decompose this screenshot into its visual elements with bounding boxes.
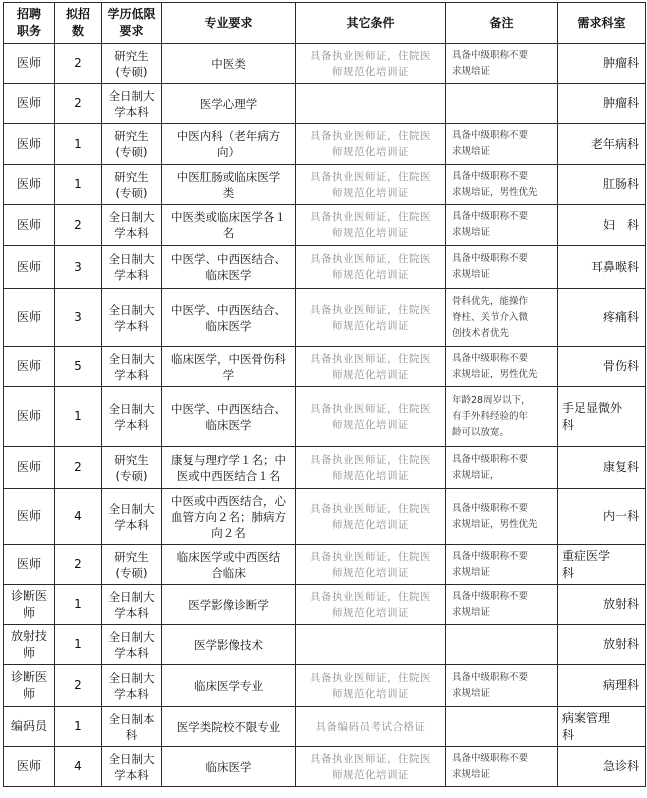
remarks-cell: 具备中级职称不要 求规培证 — [446, 205, 558, 246]
header-quota: 拟招 数 — [55, 3, 102, 44]
department-cell: 放射科 — [558, 585, 646, 625]
table-row — [4, 747, 646, 787]
conditions-cell — [296, 625, 446, 665]
remarks-cell: 骨科优先，能操作 脊柱、关节介入微 创技术者优先 — [446, 289, 558, 347]
education-cell: 研究生 (专硕) — [102, 124, 162, 165]
department-cell: 骨伤科 — [558, 347, 646, 387]
position-cell: 诊断医 师 — [4, 585, 55, 625]
department-cell: 肛肠科 — [558, 165, 646, 205]
header-other-conditions: 其它条件 — [296, 3, 446, 44]
department-cell: 康复科 — [558, 447, 646, 489]
education-cell: 研究生 (专硕) — [102, 447, 162, 489]
quota-cell: 1 — [55, 707, 102, 747]
quota-cell: 3 — [55, 289, 102, 347]
remarks-cell — [446, 707, 558, 747]
table-row — [4, 124, 646, 165]
quota-cell: 1 — [55, 387, 102, 447]
department-cell: 急诊科 — [558, 747, 646, 787]
quota-cell: 1 — [55, 124, 102, 165]
conditions-cell: 具备执业医师证，住院医 师规范化培训证 — [296, 387, 446, 447]
major-cell: 中医肛肠或临床医学 类 — [162, 165, 296, 205]
position-cell: 医师 — [4, 246, 55, 289]
department-cell: 肿瘤科 — [558, 84, 646, 124]
education-cell: 全日制大 学本科 — [102, 246, 162, 289]
position-cell: 医师 — [4, 387, 55, 447]
remarks-cell: 具备中级职称不要 求规培证，男性优先 — [446, 347, 558, 387]
header-row — [4, 3, 646, 44]
department-cell: 疼痛科 — [558, 289, 646, 347]
major-cell: 医学影像技术 — [162, 625, 296, 665]
quota-cell: 3 — [55, 246, 102, 289]
table-row — [4, 347, 646, 387]
education-cell: 全日制大 学本科 — [102, 747, 162, 787]
position-cell: 诊断医 师 — [4, 665, 55, 707]
table-row — [4, 205, 646, 246]
education-cell: 全日制大 学本科 — [102, 585, 162, 625]
table-row — [4, 707, 646, 747]
quota-cell: 2 — [55, 44, 102, 84]
conditions-cell: 具备执业医师证，住院医 师规范化培训证 — [296, 124, 446, 165]
education-cell: 研究生 (专硕) — [102, 165, 162, 205]
position-cell: 医师 — [4, 545, 55, 585]
education-cell: 全日制大 学本科 — [102, 489, 162, 545]
table-row — [4, 545, 646, 585]
table-row — [4, 289, 646, 347]
remarks-cell: 年龄28周岁以下， 有手外科经验的年 龄可以放宽。 — [446, 387, 558, 447]
conditions-cell: 具备执业医师证，住院医 师规范化培训证 — [296, 585, 446, 625]
quota-cell: 1 — [55, 165, 102, 205]
conditions-cell: 具备执业医师证，住院医 师规范化培训证 — [296, 747, 446, 787]
quota-cell: 1 — [55, 585, 102, 625]
conditions-cell: 具备执业医师证，住院医 师规范化培训证 — [296, 347, 446, 387]
table-row — [4, 387, 646, 447]
quota-cell: 5 — [55, 347, 102, 387]
department-cell: 妇 科 — [558, 205, 646, 246]
header-position: 招聘 职务 — [4, 3, 55, 44]
quota-cell: 2 — [55, 447, 102, 489]
conditions-cell: 具备执业医师证，住院医 师规范化培训证 — [296, 246, 446, 289]
remarks-cell — [446, 84, 558, 124]
position-cell: 医师 — [4, 447, 55, 489]
education-cell: 全日制大 学本科 — [102, 665, 162, 707]
position-cell: 医师 — [4, 289, 55, 347]
conditions-cell: 具备执业医师证，住院医 师规范化培训证 — [296, 665, 446, 707]
major-cell: 临床医学专业 — [162, 665, 296, 707]
department-cell: 手足显微外 科 — [558, 387, 646, 447]
major-cell: 医学心理学 — [162, 84, 296, 124]
education-cell: 全日制大 学本科 — [102, 347, 162, 387]
major-cell: 中医类 — [162, 44, 296, 84]
conditions-cell: 具备执业医师证，住院医 师规范化培训证 — [296, 44, 446, 84]
department-cell: 病案管理 科 — [558, 707, 646, 747]
table-row — [4, 489, 646, 545]
department-cell: 肿瘤科 — [558, 44, 646, 84]
header-remarks: 备注 — [446, 3, 558, 44]
remarks-cell — [446, 625, 558, 665]
table-row — [4, 665, 646, 707]
major-cell: 医学类院校不限专业 — [162, 707, 296, 747]
conditions-cell: 具备执业医师证，住院医 师规范化培训证 — [296, 165, 446, 205]
education-cell: 全日制大 学本科 — [102, 387, 162, 447]
remarks-cell: 具备中级职称不要 求规培证 — [446, 545, 558, 585]
department-cell: 重症医学 科 — [558, 545, 646, 585]
table-row — [4, 44, 646, 84]
department-cell: 内一科 — [558, 489, 646, 545]
quota-cell: 4 — [55, 747, 102, 787]
table-row — [4, 246, 646, 289]
conditions-cell: 具备执业医师证，住院医 师规范化培训证 — [296, 447, 446, 489]
remarks-cell: 具备中级职称不要 求规培证，男性优先 — [446, 489, 558, 545]
position-cell: 放射技 师 — [4, 625, 55, 665]
department-cell: 耳鼻喉科 — [558, 246, 646, 289]
quota-cell: 1 — [55, 625, 102, 665]
remarks-cell: 具备中级职称不要 求规培证，男性优先 — [446, 165, 558, 205]
conditions-cell: 具备执业医师证，住院医 师规范化培训证 — [296, 489, 446, 545]
position-cell: 医师 — [4, 489, 55, 545]
quota-cell: 4 — [55, 489, 102, 545]
major-cell: 中医学、中西医结合、 临床医学 — [162, 387, 296, 447]
position-cell: 医师 — [4, 124, 55, 165]
remarks-cell: 具备中级职称不要 求规培证 — [446, 585, 558, 625]
position-cell: 医师 — [4, 347, 55, 387]
table-row — [4, 625, 646, 665]
remarks-cell: 具备中级职称不要 求规培证 — [446, 44, 558, 84]
header-education: 学历低限 要求 — [102, 3, 162, 44]
recruitment-table-sheet — [3, 2, 645, 787]
conditions-cell — [296, 84, 446, 124]
major-cell: 中医学、中西医结合、 临床医学 — [162, 289, 296, 347]
remarks-cell: 具备中级职称不要 求规培证 — [446, 246, 558, 289]
header-major: 专业要求 — [162, 3, 296, 44]
position-cell: 医师 — [4, 747, 55, 787]
table-row — [4, 585, 646, 625]
table-row — [4, 165, 646, 205]
major-cell: 中医或中西医结合，心 血管方向２名；肺病方 向２名 — [162, 489, 296, 545]
quota-cell: 2 — [55, 545, 102, 585]
recruitment-table — [3, 2, 646, 787]
position-cell: 医师 — [4, 44, 55, 84]
education-cell: 全日制大 学本科 — [102, 625, 162, 665]
table-body — [4, 44, 646, 787]
education-cell: 研究生 (专硕) — [102, 44, 162, 84]
major-cell: 康复与理疗学１名；中 医或中西医结合１名 — [162, 447, 296, 489]
position-cell: 医师 — [4, 84, 55, 124]
position-cell: 编码员 — [4, 707, 55, 747]
major-cell: 中医类或临床医学各１ 名 — [162, 205, 296, 246]
conditions-cell: 具备编码员考试合格证 — [296, 707, 446, 747]
education-cell: 全日制大 学本科 — [102, 205, 162, 246]
position-cell: 医师 — [4, 205, 55, 246]
education-cell: 全日制大 学本科 — [102, 289, 162, 347]
remarks-cell: 具备中级职称不要 求规培证 — [446, 124, 558, 165]
remarks-cell: 具备中级职称不要 求规培证， — [446, 447, 558, 489]
quota-cell: 2 — [55, 84, 102, 124]
major-cell: 中医学、中西医结合、 临床医学 — [162, 246, 296, 289]
education-cell: 研究生 (专硕) — [102, 545, 162, 585]
department-cell: 病理科 — [558, 665, 646, 707]
quota-cell: 2 — [55, 665, 102, 707]
major-cell: 中医内科（老年病方 向） — [162, 124, 296, 165]
education-cell: 全日制本 科 — [102, 707, 162, 747]
conditions-cell: 具备执业医师证，住院医 师规范化培训证 — [296, 205, 446, 246]
quota-cell: 2 — [55, 205, 102, 246]
department-cell: 放射科 — [558, 625, 646, 665]
table-row — [4, 84, 646, 124]
remarks-cell: 具备中级职称不要 求规培证 — [446, 747, 558, 787]
header-department: 需求科室 — [558, 3, 646, 44]
table-row — [4, 447, 646, 489]
major-cell: 临床医学，中医骨伤科 学 — [162, 347, 296, 387]
conditions-cell: 具备执业医师证，住院医 师规范化培训证 — [296, 545, 446, 585]
major-cell: 临床医学 — [162, 747, 296, 787]
position-cell: 医师 — [4, 165, 55, 205]
remarks-cell: 具备中级职称不要 求规培证 — [446, 665, 558, 707]
department-cell: 老年病科 — [558, 124, 646, 165]
major-cell: 医学影像诊断学 — [162, 585, 296, 625]
conditions-cell: 具备执业医师证，住院医 师规范化培训证 — [296, 289, 446, 347]
education-cell: 全日制大 学本科 — [102, 84, 162, 124]
major-cell: 临床医学或中西医结 合临床 — [162, 545, 296, 585]
